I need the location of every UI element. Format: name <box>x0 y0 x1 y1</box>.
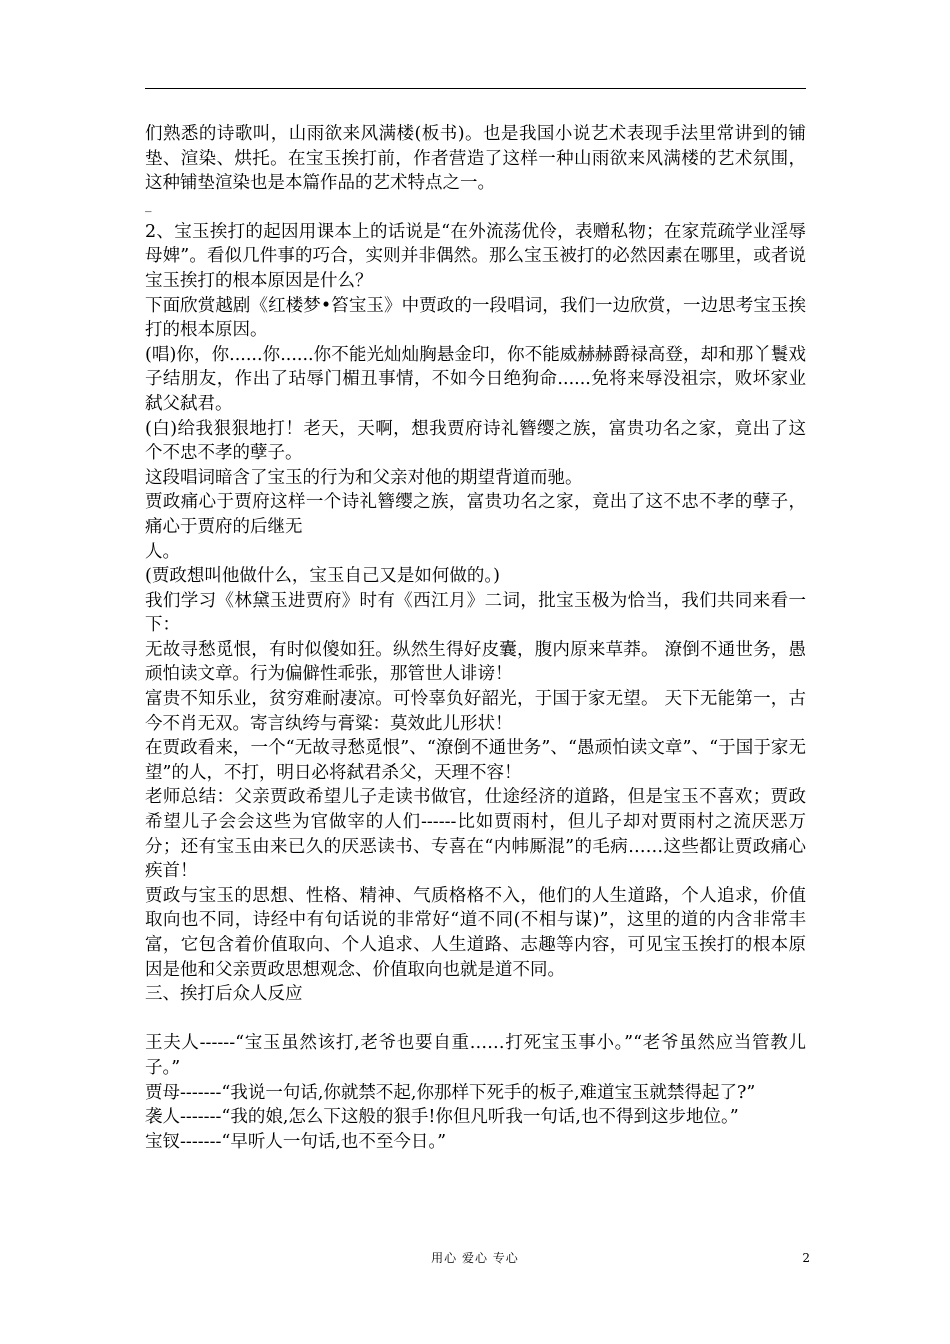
paragraph-jiazheng-grief-cont: 人。 <box>145 541 180 562</box>
poem-stanza-2: 富贵不知乐业，贫穷难耐凄凉。可怜辜负好韶光，于国于家无望。 天下无能第一，古今不肖无双。寄言纨绔与膏粱：莫效此儿形状！ <box>145 689 806 734</box>
paragraph-sung-lines: (唱)你，你......你......你不能光灿灿胸悬金印，你不能威赫赫爵禄高登，却和那丫鬟戏子结朋友，作出了玷辱门楣丑事情，不如今日绝狗命......免将来辱没祖宗，败坏家业弑父弑君。 <box>145 344 806 414</box>
paragraph-xijiangyue-intro: 我们学习《林黛玉进贾府》时有《西江月》二词，批宝玉极为恰当，我们共同来看一下： <box>145 590 806 636</box>
reaction-xiren: 袭人-------“我的娘,怎么下这般的狠手!你但凡听我一句话,也不得到这步地位。” <box>145 1107 739 1128</box>
paragraph-intro-end: 们熟悉的诗歌叫，山雨欲来风满楼(板书)。也是我国小说艺术表现手法里常讲到的铺垫、渲染、烘托。在宝玉挨打前，作者营造了这样一种山雨欲来风满楼的艺术氛围，这种铺垫渲染也是本篇作品的艺术特点之一。 <box>145 124 806 194</box>
reaction-wang-furen: 王夫人------“宝玉虽然该打,老爷也要自重……打死宝玉事小。”“老爷虽然应当管教儿子。” <box>145 1033 806 1078</box>
paragraph-teacher-summary: 老师总结：父亲贾政希望儿子走读书做官，仕途经济的道路，但是宝玉不喜欢；贾政希望儿子会会这些为官做宰的人们------比如贾雨村，但儿子却对贾雨村之流厌恶万分；还有宝玉由来已久的厌恶读书、专喜在“内帏厮混”的毛病……这些都让贾政痛心疾首！ <box>145 787 806 882</box>
separator-mark: _ <box>145 197 152 213</box>
paragraph-jiazheng-grief: 贾政痛心于贾府这样一个诗礼簪缨之族，富贵功名之家，竟出了这不忠不孝的孽子，痛心于贾府的后继无 <box>145 492 806 537</box>
section-heading-reactions: 三、挨打后众人反应 <box>145 984 303 1005</box>
paragraph-lyrics-meaning: 这段唱词暗含了宝玉的行为和父亲对他的期望背道而驰。 <box>145 467 583 488</box>
poem-stanza-1: 无故寻愁觅恨，有时似傻如狂。纵然生得好皮囊，腹内原来草莽。 潦倒不通世务，愚顽怕读文章。行为偏僻性乖张，那管世人诽谤！ <box>145 639 806 685</box>
blank-line <box>145 1007 806 1032</box>
footer-motto: 用心 爱心 专心 <box>431 1251 519 1265</box>
header-rule <box>145 88 806 89</box>
paragraph-opera-intro: 下面欣赏越剧《红楼梦•笞宝玉》中贾政的一段唱词，我们一边欣赏，一边思考宝玉挨打的根本原因。 <box>145 295 806 341</box>
page-number: 2 <box>802 1251 810 1265</box>
reaction-baochai: 宝钗-------“早听人一句话,也不至今日。” <box>145 1131 447 1152</box>
paragraph-jiazheng-view: 在贾政看来，一个“无故寻愁觅恨”、“潦倒不通世务”、“愚顽怕读文章”、“于国于家无望”的人，不打，明日必将弑君杀父，天理不容！ <box>145 738 806 783</box>
paragraph-spoken-lines: (白)给我狠狠地打！老天，天啊，想我贾府诗礼簪缨之族，富贵功名之家，竟出了这个不忠不孝的孽子。 <box>145 418 806 464</box>
reaction-jia-mu: 贾母-------“我说一句话,你就禁不起,你那样下死手的板子,难道宝玉就禁得起了?” <box>145 1082 756 1103</box>
paragraph-root-cause: 贾政与宝玉的思想、性格、精神、气质格格不入，他们的人生道路，个人追求，价值取向也不同，诗经中有句话说的非常好“道不同(不相与谋)”，这里的道的内含非常丰富，它包含着价值取向、个人追求、人生道路、志趣等内容，可见宝玉挨打的根本原因是他和父亲贾政思想观念、价值取向也就是道不同。 <box>145 885 806 980</box>
paragraph-cause: 2、宝玉挨打的起因用课本上的话说是“在外流荡优伶，表赠私物；在家荒疏学业淫辱母婢”。看似几件事的巧合，实则并非偶然。那么宝玉被打的必然因素在哪里，或者说宝玉挨打的根本原因是什么？ <box>145 221 806 291</box>
body-text <box>145 122 806 1154</box>
paragraph-question: (贾政想叫他做什么，宝玉自己又是如何做的。) <box>145 566 500 587</box>
